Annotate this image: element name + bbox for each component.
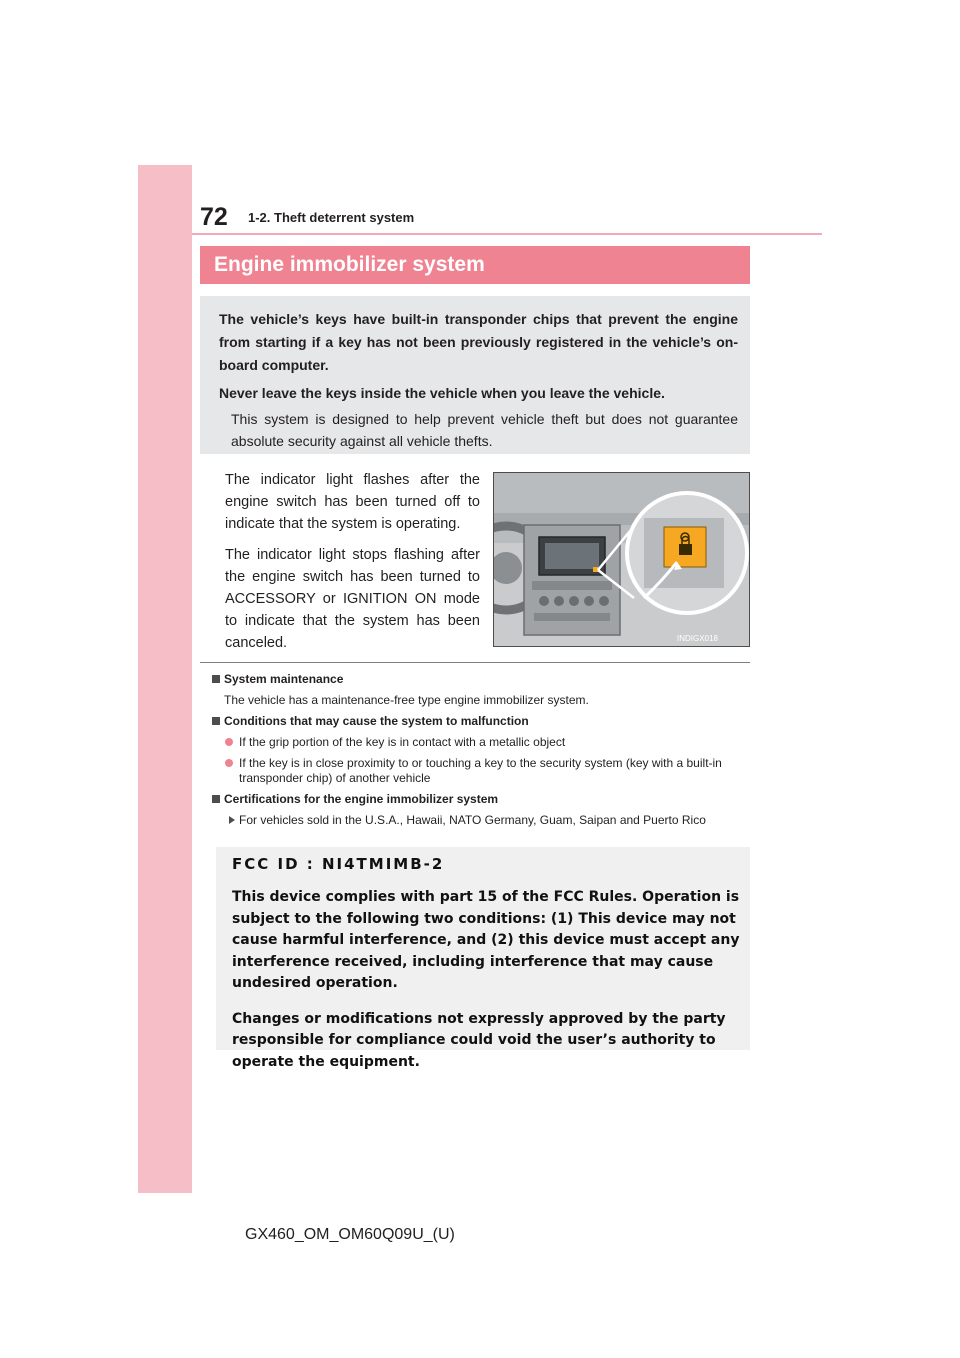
section-title: Engine immobilizer system <box>214 253 485 276</box>
side-band <box>138 165 192 1193</box>
disclaimer-text: This system is designed to help prevent vehicle theft but does not guarantee absolute security against all vehicle thefts. <box>231 411 738 449</box>
round-bullet-icon <box>225 738 233 746</box>
note-heading-malfunction: Conditions that may cause the system to malfunction <box>212 714 752 729</box>
warning-text: Never leave the keys inside the vehicle when you leave the vehicle. <box>219 385 665 401</box>
body-paragraph-flashing: The indicator light flashes after the engine switch has been turned off to indicate that the system is operating. <box>225 472 480 532</box>
round-bullet-icon <box>225 759 233 767</box>
fcc-compliance-text: This device complies with part 15 of the FCC Rules. Operation is subject to the following two conditions: (1) This device may not cause harmful interference, and (2) this device must accept any interference received, including interference that may cause undesired operation. <box>232 889 740 991</box>
intro-text: The vehicle’s keys have built-in transponder chips that prevent the engine from starting if a key has not been previously registered in the vehicle’s on-board computer. <box>219 311 738 373</box>
body-paragraph-canceled: The indicator light stops flashing after the engine switch has been turned to ACCESSORY or IGNITION ON mode to indicate that the system has been canceled. <box>225 547 480 651</box>
section-label: 1-2. Theft deterrent system <box>248 210 415 225</box>
square-bullet-icon <box>212 675 220 683</box>
fcc-id: FCC ID : NI4TMIMB-2 <box>232 855 445 873</box>
note-body-maintenance: The vehicle has a maintenance-free type engine immobilizer system. <box>224 693 589 707</box>
section-rule <box>200 662 750 663</box>
list-item: If the grip portion of the key is in contact with a metallic object <box>212 735 752 750</box>
list-item: If the key is in close proximity to or touching a key to the security system (key with a built-in transponder chip) of another vehicle <box>212 756 752 786</box>
note-heading-maintenance: System maintenance <box>212 672 752 687</box>
note-heading-certifications: Certifications for the engine immobilizer system <box>212 792 752 807</box>
square-bullet-icon <box>212 795 220 803</box>
footer-code: GX460_OM_OM60Q09U_(U) <box>245 1226 455 1243</box>
fcc-modification-text: Changes or modifications not expressly approved by the party responsible for compliance could void the user’s authority to operate the equipment. <box>232 1010 726 1070</box>
fcc-statement <box>216 847 750 1070</box>
dashboard-drawing <box>494 473 749 646</box>
notes <box>212 672 752 828</box>
square-bullet-icon <box>212 717 220 725</box>
list-item: For vehicles sold in the U.S.A., Hawaii, NATO Germany, Guam, Saipan and Puerto Rico <box>212 813 752 828</box>
body-text <box>225 469 480 663</box>
header-rule <box>192 233 822 235</box>
page-number: 72 <box>200 203 228 231</box>
figure-code: INDIGX018 <box>677 634 718 643</box>
intro-box <box>200 296 750 454</box>
dashboard-illustration <box>493 472 750 647</box>
section-title-bar <box>200 246 750 284</box>
triangle-bullet-icon <box>229 816 235 824</box>
